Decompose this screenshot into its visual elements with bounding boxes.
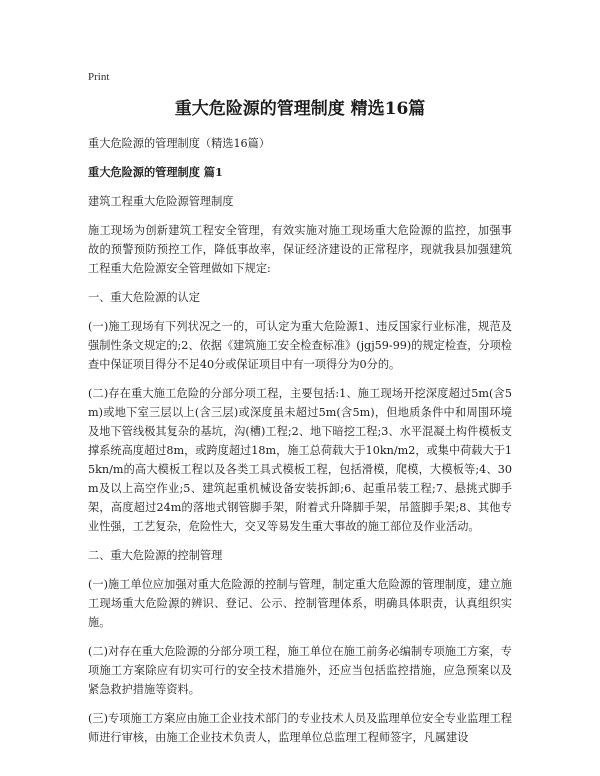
- body-paragraph: (三)专项施工方案应由施工企业技术部门的专业技术人员及监理单位安全专业监理工程师进行审核，由施工企业技术负责人，监理单位总监理工程师签字，凡属建设: [88, 712, 512, 744]
- body-paragraph: 二、重大危险源的控制管理: [88, 549, 223, 562]
- print-link[interactable]: Print: [88, 71, 110, 83]
- body-paragraph: 施工现场为创新建筑工程安全管理，有效实施对施工现场重大危险源的监控，加强事故的预警预防预控工作，降低事故率，保证经济建设的正常程序，现就我县加强建筑工程重大危险源安全管理做如下规定:: [88, 224, 512, 275]
- section-heading: 重大危险源的管理制度 篇1: [88, 165, 223, 179]
- document-body: [88, 134, 512, 747]
- body-paragraph: (一)施工单位应加强对重大危险源的控制与管理，制定重大危险源的管理制度，建立施工现场重大危险源的辨识、登记、公示、控制管理体系，明确具体职责，认真组织实施。: [88, 578, 512, 629]
- body-paragraph: 一、重大危险源的认定: [88, 291, 200, 304]
- document-title: 重大危险源的管理制度 精选16篇: [174, 99, 426, 119]
- body-paragraph: 重大危险源的管理制度（精选16篇）: [88, 137, 271, 150]
- body-paragraph: 建筑工程重大危险源管理制度: [88, 195, 234, 208]
- body-paragraph: (二)对存在重大危险源的分部分项工程，施工单位在施工前务必编制专项施工方案，专项施工方案除应有切实可行的安全技术措施外，还应当包括监控措施，应急预案以及紧急救护措施等资料。: [88, 645, 512, 696]
- body-paragraph: (一)施工现场有下列状况之一的，可认定为重大危险源1、违反国家行业标准，规范及强制性条文规定的;2、依据《建筑施工安全检查标准》(jgj59-99)的规定检查，分项检查中保证项目得分不足40分或保证项目中有一项得分为0分的。: [88, 320, 512, 371]
- body-paragraph: (二)存在重大施工危险的分部分项工程，主要包括:1、施工现场开挖深度超过5m(含5m)或地下室三层以上(含三层)或深度虽未超过5m(含5m)，但地质条件中和周围环境及地下管线极其复杂的基坑，沟(槽)工程;2、地下暗挖工程;3、水平混凝土构件模板支撑系统高度超过8m，或跨度超过18m，施工总荷载大于10kn/m2，或集中荷载大于15kn/m的高大模板工程以及各类工具式模板工程，包括滑模，爬模，大模板等;4、30m及以上高空作业;5、建筑起重机械设备安装拆卸;6、起重吊装工程;7、悬挑式脚手架，高度超过24m的落地式钢管脚手架，附着式升降脚手架，吊篮脚手架;8、其他专业性强，工艺复杂，危险性大，交叉等易发生重大事故的施工部位及作业活动。: [88, 387, 512, 533]
